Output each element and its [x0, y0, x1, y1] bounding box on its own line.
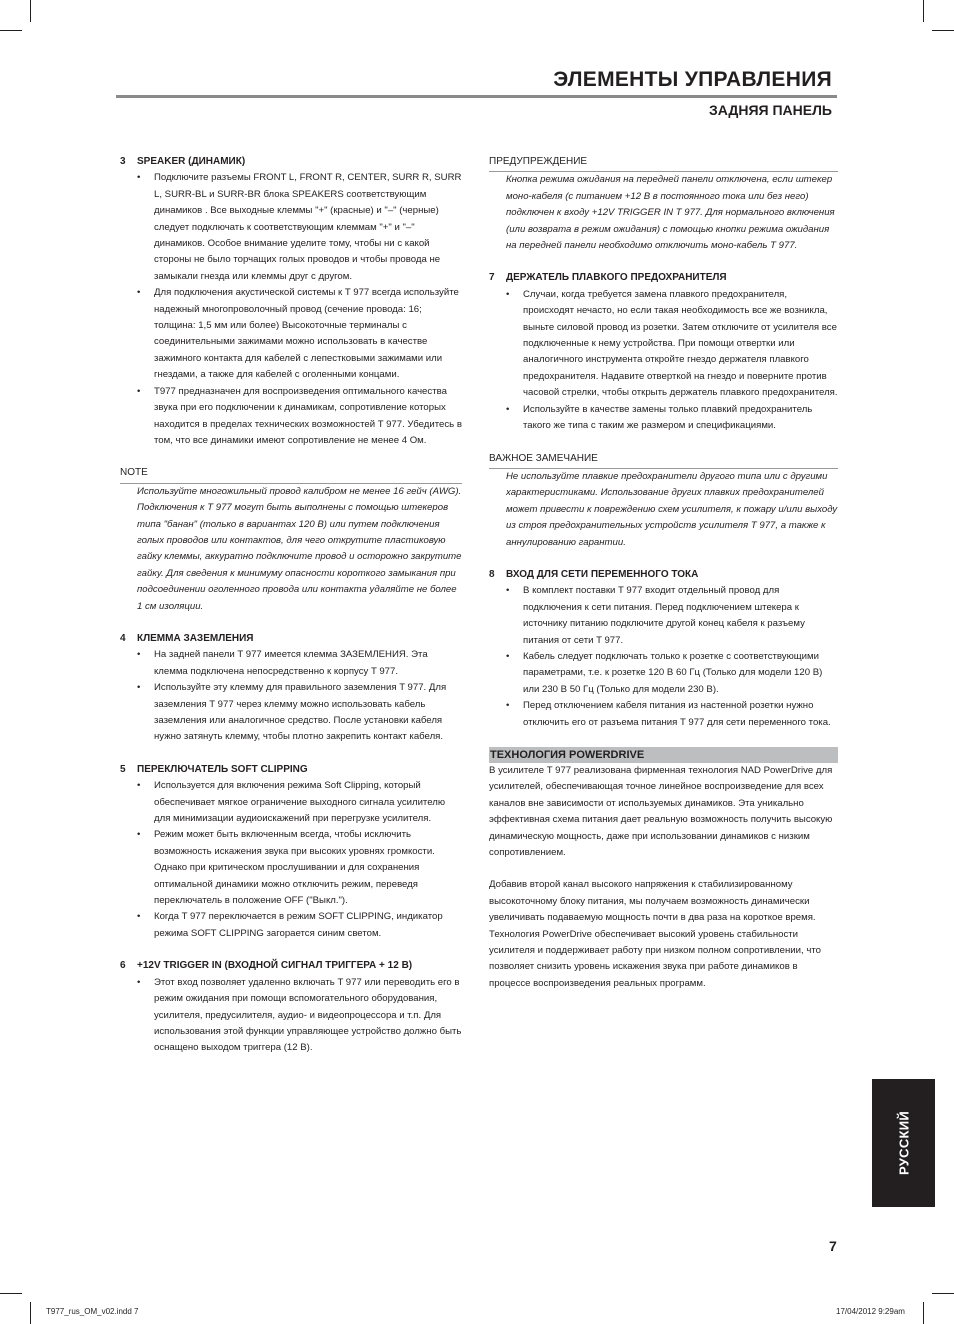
crop-mark-top-right-h [932, 30, 954, 31]
section-title: ВХОД ДЛЯ СЕТИ ПЕРЕМЕННОГО ТОКА [506, 568, 699, 580]
section-4-heading [120, 631, 462, 647]
important-text: Не используйте плавкие предохранители другого типа или с другими характеристиками. Использование других плавких предохранителей может привести к повреждению схем усилителя, к пожару и/или выходу из строя предохранительных устройств усилителя T 977, а также к аннулированию гарантии. [506, 470, 838, 548]
section-number: 4 [120, 632, 126, 644]
section-3-heading [120, 154, 462, 170]
section-title: ДЕРЖАТЕЛЬ ПЛАВКОГО ПРЕДОХРАНИТЕЛЯ [506, 272, 727, 284]
section-number: 5 [120, 763, 126, 775]
powerdrive-paragraph-2: Добавив второй канал высокого напряжения к стабилизированному высокоточному блоку питания, мы получаем возможность динамически увеличивать подаваемую мощность почти в два раза на короткое время. Технология PowerDrive обеспечивает высокий уровень стабильности усилителя и поддерживает работу при низком полном сопротивлении, что позволяет снизить уровень искажения звука при работе динамиков в процессе воспроизведения реальных программ. [489, 879, 821, 989]
section-5-list [120, 778, 462, 942]
list-item: • T977 предназначен для воспроизведения оптимального качества звука при его подключении к динамикам, сопротивление которых находится в пределах технических возможностей T 977. Убедитесь в том, что все динамики имеют сопротивление не менее 4 Ом. [154, 384, 462, 450]
crop-mark-top-left-h [0, 30, 22, 31]
section-7-heading [489, 270, 838, 286]
list-item: • Перед отключением кабеля питания из настенной розетки нужно отключить его от разъема питания T 977 для сети переменного тока. [523, 698, 838, 731]
section-6-heading [120, 958, 462, 974]
crop-mark-bottom-left-h [0, 1293, 22, 1294]
crop-mark-bottom-right-h [932, 1293, 954, 1294]
list-item: • Случаи, когда требуется замена плавкого предохранителя, происходят нечасто, но если такая необходимость все же возникла, выньте силовой провод из розетки. Затем отключите от усилителя все подключенные к нему устройства. При помощи отвертки или аналогичного инструмента откройте гнездо держателя плавкого предохранителя. Надавите отверткой на гнездо и поверните против часовой стрелки, чтобы открыть держатель плавкого предохранителя. [523, 287, 838, 402]
section-title: ПЕРЕКЛЮЧАТЕЛЬ SOFT CLIPPING [137, 763, 308, 775]
section-number: 6 [120, 960, 126, 972]
section-3-list [120, 170, 462, 449]
page-number: 7 [829, 1238, 837, 1254]
section-6-list [120, 975, 462, 1057]
section-number: 3 [120, 156, 126, 167]
list-item: • Подключите разъемы FRONT L, FRONT R, CENTER, SURR R, SURR L, SURR-BL и SURR-BR блока SPEAKERS соответствующим динамиков . Все выходные клеммы "+" (красные) и "–" (черные) следует подключать к соответствующим клеммам "+" и "–" динамиков. Особое внимание уделите тому, чтобы ни с какой стороны не было торчащих голых проводов и чтобы провода не замыкали гнезда или клеммы друг с другом. [154, 170, 462, 285]
warning-heading: ПРЕДУПРЕЖДЕНИЕ [489, 154, 838, 172]
warning-text: Кнопка режима ожидания на передней панели отключена, если штекер моно-кабеля (с питанием +12 В в постоянного тока или без него) подключен к входу +12V TRIGGER IN T 977. Для нормального включения (или возврата в режим ожидания) с помощью кнопки режима ожидания на передней панели необходимо отключить моно-кабель T 977. [506, 174, 835, 252]
list-item: • Используйте эту клемму для правильного заземления T 977. Для заземления T 977 через клемму можно использовать кабель заземления или аналогичное средство. После установки кабеля нужно затянуть клемму, чтобы плотно закрепить контакт кабеля. [154, 680, 462, 746]
list-item: • В комплект поставки T 977 входит отдельный провод для подключения к сети питания. Перед подключением штекера к источнику питанию подключите другой конец кабеля к разъему питания от сети T 977. [523, 583, 838, 649]
section-title: КЛЕММА ЗАЗЕМЛЕНИЯ [137, 632, 254, 644]
list-item: • Кабель следует подключать только к розетке с соответствующими параметрами, т.е. к розетке 120 В 60 Гц (Только для модели 120 В) или 230 В 50 Гц (Только для модели 230 В). [523, 649, 838, 698]
crop-mark-top-left-v [30, 0, 31, 22]
list-item: • Когда T 977 переключается в режим SOFT CLIPPING, индикатор режима SOFT CLIPPING загорается синим светом. [154, 909, 462, 942]
section-number: 8 [489, 568, 495, 580]
section-title: SPEAKER (ДИНАМИК) [137, 156, 246, 167]
list-item: • Используйте в качестве замены только плавкий предохранитель такого же типа с таким же размером и спецификациями. [523, 402, 838, 435]
powerdrive-paragraph-1: В усилителе T 977 реализована фирменная технология NAD PowerDrive для усилителей, обеспечивающая точное линейное воспроизведение для всех каналов вне зависимости от используемых динамиков. Эта уникально эффективная схема питания дает реальную возможность получить высокую динамическую мощность, даже при использовании динамиков с низким сопротивлением. [489, 765, 833, 859]
footer-file-info: T977_rus_OM_v02.indd 7 [46, 1307, 139, 1316]
important-heading: ВАЖНОЕ ЗАМЕЧАНИЕ [489, 451, 838, 469]
left-column [120, 154, 462, 1057]
header-rule [116, 95, 837, 98]
section-title: +12V TRIGGER IN (ВХОДНОЙ СИГНАЛ ТРИГГЕРА + 12 В) [137, 960, 413, 972]
powerdrive-heading: ТЕХНОЛОГИЯ POWERDRIVE [489, 747, 838, 763]
list-item: • На задней панели T 977 имеется клемма ЗАЗЕМЛЕНИЯ. Эта клемма подключена непосредственно к корпусу T 977. [154, 647, 462, 680]
language-tab [872, 1079, 935, 1207]
section-5-heading [120, 762, 462, 778]
note-heading: NOTE [120, 465, 462, 483]
right-column [489, 154, 838, 992]
section-7-list [489, 287, 838, 435]
page-subtitle: ЗАДНЯЯ ПАНЕЛЬ [708, 102, 832, 118]
language-tab-label: РУССКИЙ [896, 1110, 911, 1176]
list-item: • Для подключения акустической системы к T 977 всегда используйте надежный многопроволочный провод (сечение провода: 16; толщина: 1,5 мм или более) Высокоточные терминалы с соединительными зажимами можно использовать в качестве зажимного контакта для кабелей с лепестковыми зажимами или гнездами, а также для кабелей с оголенными концами. [154, 285, 462, 383]
footer-date-info: 17/04/2012 9:29am [836, 1307, 905, 1316]
crop-mark-top-right-v [923, 0, 924, 22]
section-4-list [120, 647, 462, 745]
section-8-list [489, 583, 838, 731]
list-item: • Используется для включения режима Soft Clipping, который обеспечивает мягкое ограничение выходного сигнала усилителю для минимизации аудиоискажений при перегрузке усилителя. [154, 778, 462, 827]
section-number: 7 [489, 272, 495, 284]
crop-mark-bottom-left-v [30, 1302, 31, 1324]
crop-mark-bottom-right-v [923, 1302, 924, 1324]
list-item: • Этот вход позволяет удаленно включать T 977 или переводить его в режим ожидания при помощи вспомогательного оборудования, усилителя, предусилителя, аудио- и видеопроцессора и т.п. Для использования этой функции управляющее устройство должно быть оснащено выходом триггера (12 В). [154, 975, 462, 1057]
page-title: ЭЛЕМЕНТЫ УПРАВЛЕНИЯ [553, 68, 832, 91]
note-text: Используйте многожильный провод калибром не менее 16 гейч (AWG). Подключения к T 977 могут быть выполнены с помощью штекеров типа "банан" (только в вариантах 120 В) или путем подключения голых проводов или контактов, для чего открутите пластиковую гайку клеммы, аккуратно подключите провод и осторожно закрутите гайку. Для сведения к минимуму опасности короткого замыкания при подсоединении оголенного провода или контакта удаляйте не более 1 см изоляции. [137, 485, 462, 612]
list-item: • Режим может быть включенным всегда, чтобы исключить возможность искажения звука при высоких уровнях громкости. Однако при критическом прослушивании и для сохранения оптимальной динамики можно отключить режим, переведя переключатель в положение OFF ("Выкл."). [154, 827, 462, 909]
section-8-heading [489, 567, 838, 583]
